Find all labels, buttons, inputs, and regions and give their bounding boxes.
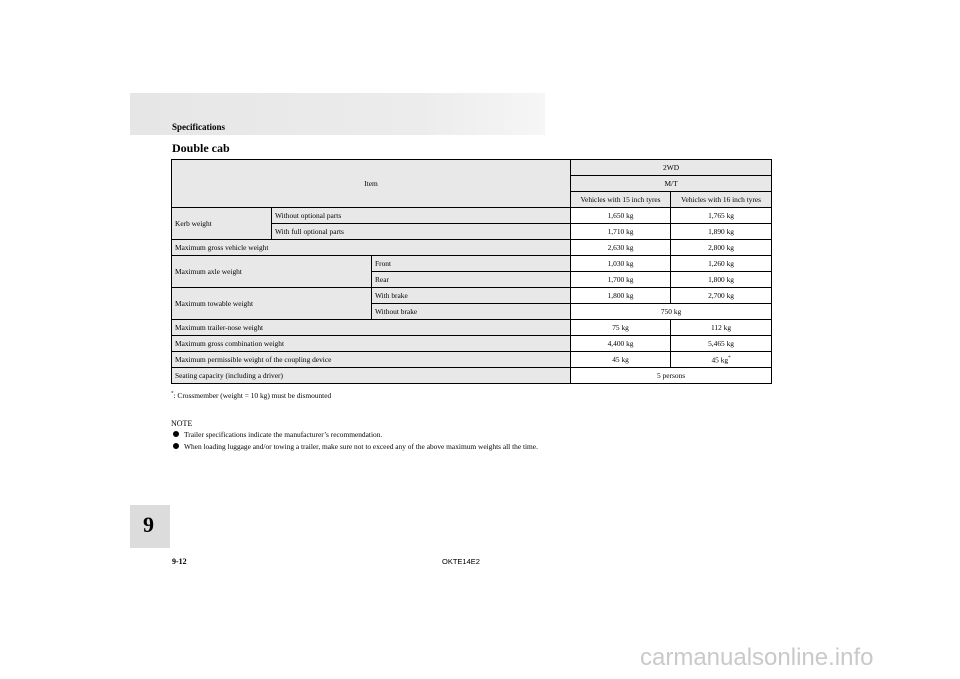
row-sublabel: Front: [372, 256, 571, 272]
note-item: [184, 430, 382, 439]
cell-value: 1,800 kg: [571, 288, 671, 304]
asterisk-mark: *: [728, 356, 731, 362]
cell-value: 1,710 kg: [571, 224, 671, 240]
row-sublabel: With brake: [372, 288, 571, 304]
col-15-header: Vehicles with 15 inch tyres: [571, 192, 671, 208]
specifications-table: [171, 159, 772, 384]
drive-header: 2WD: [571, 160, 772, 176]
note-text: Trailer specifications indicate the manufacturer’s recommendation.: [184, 430, 383, 439]
table-row: [172, 288, 772, 304]
cell-value: 1,800 kg: [671, 272, 772, 288]
cell-value: 112 kg: [671, 320, 772, 336]
document-code: OKTE14E2: [442, 557, 480, 566]
section-label: Specifications: [172, 122, 225, 132]
table-row: [172, 240, 772, 256]
chapter-number: 9: [143, 512, 154, 537]
row-sublabel: Rear: [372, 272, 571, 288]
cell-value: 5 persons: [571, 368, 772, 384]
row-label: Maximum axle weight: [172, 256, 372, 288]
bullet-icon: [173, 443, 179, 449]
table-row: [172, 352, 772, 368]
col-16-header: Vehicles with 16 inch tyres: [671, 192, 772, 208]
cell-value: [671, 352, 772, 368]
cell-value: 1,700 kg: [571, 272, 671, 288]
note-text: When loading luggage and/or towing a trailer, make sure not to exceed any of the above maximum weights all the time.: [184, 442, 538, 451]
row-sublabel: Without brake: [372, 304, 571, 320]
cell-value: 1,030 kg: [571, 256, 671, 272]
row-sublabel: Without optional parts: [272, 208, 571, 224]
row-label: Maximum gross combination weight: [172, 336, 571, 352]
cell-value: 1,650 kg: [571, 208, 671, 224]
note-item: [184, 442, 538, 451]
table-row: [172, 256, 772, 272]
table-row: [172, 320, 772, 336]
row-label: Maximum towable weight: [172, 288, 372, 320]
cell-value: 1,765 kg: [671, 208, 772, 224]
cell-value: 2,700 kg: [671, 288, 772, 304]
row-sublabel: With full optional parts: [272, 224, 571, 240]
cell-value: 1,890 kg: [671, 224, 772, 240]
table-row: [172, 160, 772, 176]
watermark: carmanualsonline.info: [640, 644, 874, 671]
note-title: NOTE: [171, 419, 193, 428]
cell-value: 4,400 kg: [571, 336, 671, 352]
cell-value: 2,800 kg: [671, 240, 772, 256]
mt-header: M/T: [571, 176, 772, 192]
row-label: Kerb weight: [172, 208, 272, 240]
cell-value: 5,465 kg: [671, 336, 772, 352]
row-label: Maximum trailer-nose weight: [172, 320, 571, 336]
table-row: [172, 336, 772, 352]
page-number: 9-12: [172, 557, 187, 566]
footnote: [171, 391, 331, 400]
cell-value: 750 kg: [571, 304, 772, 320]
cell-value: 1,260 kg: [671, 256, 772, 272]
cell-value: 75 kg: [571, 320, 671, 336]
footnote-text: : Crossmember (weight = 10 kg) must be dismounted: [173, 391, 332, 400]
page-title: Double cab: [172, 141, 230, 155]
cell-value-text: 45 kg: [711, 355, 729, 365]
table-row: [172, 368, 772, 384]
row-label: Maximum gross vehicle weight: [172, 240, 571, 256]
cell-value: 45 kg: [571, 352, 671, 368]
row-label: Maximum permissible weight of the coupling device: [172, 352, 571, 368]
table-row: [172, 208, 772, 224]
cell-value: 2,630 kg: [571, 240, 671, 256]
footnote-mark: *: [171, 391, 174, 397]
item-header: Item: [172, 160, 571, 208]
row-label: Seating capacity (including a driver): [172, 368, 571, 384]
bullet-icon: [173, 431, 179, 437]
